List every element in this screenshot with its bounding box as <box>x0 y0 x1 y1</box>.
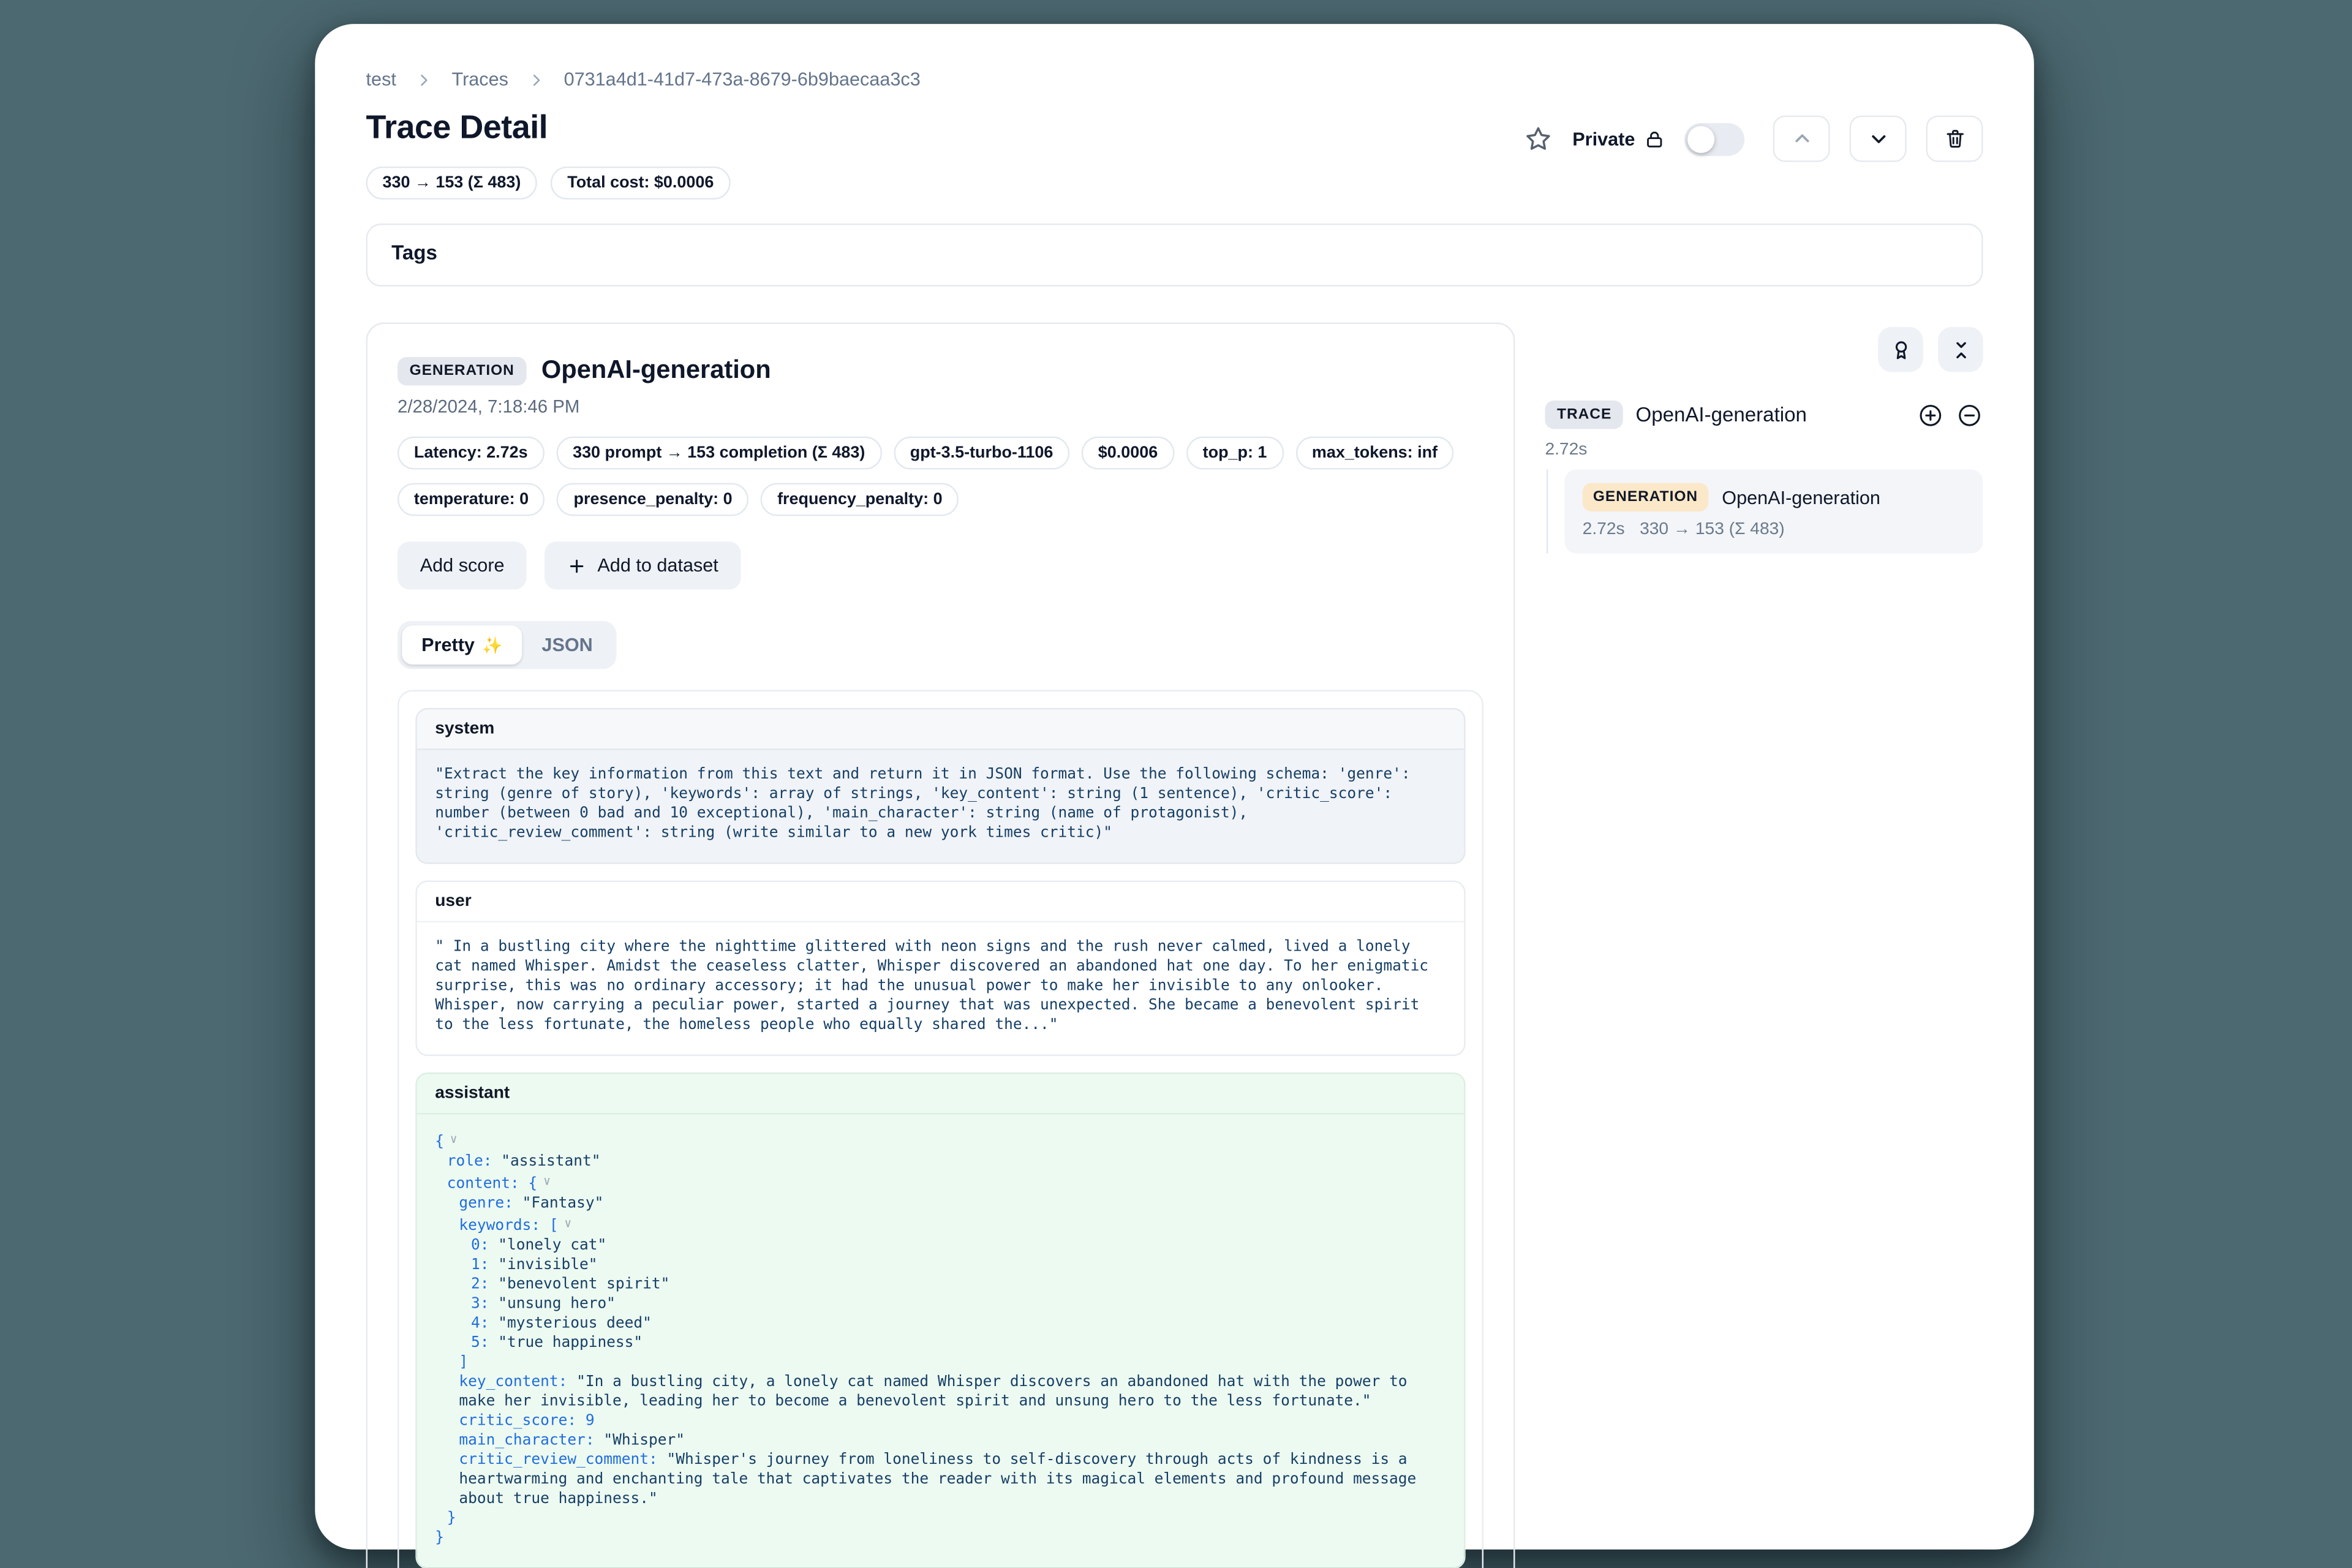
json-line <box>435 1333 1446 1353</box>
json-punct: : <box>480 1295 499 1313</box>
parameter-badge: gpt-3.5-turbo-1106 <box>894 437 1069 470</box>
tags-card[interactable] <box>366 224 1983 287</box>
json-key: 1 <box>470 1257 480 1274</box>
total-cost-pill: Total cost: $0.0006 <box>551 167 730 200</box>
minus-circle-icon <box>1956 401 1983 428</box>
json-key: 3 <box>470 1295 480 1313</box>
json-line <box>435 1373 1446 1412</box>
trace-tree-panel <box>1545 323 1983 554</box>
parameter-badges <box>398 437 1483 516</box>
sparkles-icon: ✨ <box>482 636 503 655</box>
json-line <box>435 1509 1446 1529</box>
json-punct: : <box>504 1195 522 1212</box>
json-punct: : <box>558 1374 577 1391</box>
tags-label: Tags <box>391 241 437 265</box>
fold-vertical-icon <box>1949 338 1972 361</box>
io-messages <box>398 690 1483 1568</box>
json-bracket: [ <box>549 1218 559 1235</box>
json-key: 4 <box>470 1315 480 1332</box>
json-line <box>435 1411 1446 1431</box>
json-line <box>435 1353 1446 1373</box>
json-line <box>435 1294 1446 1314</box>
message-role-label: user <box>417 882 1464 922</box>
add-score-label: Add score <box>420 555 505 576</box>
tree-node-latency: 2.72s <box>1582 520 1625 539</box>
page-title: Trace Detail <box>366 108 548 146</box>
plus-circle-icon <box>1917 401 1944 428</box>
scores-button[interactable] <box>1878 327 1923 372</box>
json-key: 0 <box>470 1237 480 1254</box>
visibility-control <box>1572 128 1665 149</box>
parameter-badge: max_tokens: inf <box>1295 437 1454 470</box>
breadcrumb <box>366 69 1983 90</box>
json-line <box>435 1213 1446 1236</box>
json-punct: : <box>649 1452 667 1469</box>
collapse-tree-button[interactable] <box>1938 327 1983 372</box>
trace-title: OpenAI-generation <box>1635 403 1807 426</box>
json-punct: : <box>567 1412 586 1430</box>
tab-pretty-label: Pretty <box>421 634 475 656</box>
json-string: "Whisper" <box>603 1432 685 1449</box>
previous-observation-button[interactable] <box>1773 116 1830 162</box>
chevron-right-icon <box>416 71 432 88</box>
parameter-badge: $0.0006 <box>1082 437 1174 470</box>
message-assistant <box>415 1072 1465 1568</box>
json-string: "Whisper's journey from loneliness to self-discovery through acts of kindness is a heartwarming and enchanting tale that captivates the reader with its magical elements and profound message about true happiness." <box>459 1452 1426 1508</box>
view-mode-tabs <box>398 621 617 669</box>
json-line <box>435 1450 1446 1509</box>
star-icon <box>1525 124 1553 153</box>
add-to-dataset-button[interactable] <box>545 541 741 589</box>
json-bracket: ] <box>459 1354 469 1371</box>
json-punct: : <box>585 1432 604 1449</box>
trace-root-row[interactable] <box>1545 401 1983 429</box>
json-punct: : <box>483 1153 502 1170</box>
json-string: "In a bustling city, a lonely cat named Whisper discovers an abandoned hat with the power to make her invisible, leading her to become a benevolent spirit and unsung hero to the less fortunate." <box>459 1374 1417 1411</box>
chevron-right-icon <box>528 71 545 88</box>
json-string: "lonely cat" <box>498 1237 607 1254</box>
private-label: Private <box>1572 128 1635 149</box>
json-punct: : <box>480 1237 499 1254</box>
tree-node-title: OpenAI-generation <box>1722 486 1880 508</box>
observation-card <box>366 323 1515 1568</box>
system-message-text: "Extract the key information from this text and return it in JSON format. Use the following schema: 'genre': string (genre of story), 'keywords': array of strings, 'key_content': string (1 sentence), 'critic_score': number (between 0 bad and 10 exceptional), 'main_character': string (name of protagonist), 'critic_review_comment': string (write similar to a new york times critic)" <box>417 750 1464 862</box>
parameter-badge: presence_penalty: 0 <box>557 483 749 516</box>
json-key: critic_score <box>459 1412 568 1430</box>
parameter-badge: top_p: 1 <box>1186 437 1284 470</box>
json-line <box>435 1152 1446 1172</box>
json-punct: : <box>480 1315 499 1332</box>
json-punct: : <box>531 1218 549 1235</box>
json-line <box>435 1431 1446 1450</box>
header-controls <box>1525 116 1983 162</box>
observation-timestamp: 2/28/2024, 7:18:46 PM <box>397 396 580 417</box>
assistant-json <box>417 1115 1464 1568</box>
json-line <box>435 1236 1446 1256</box>
json-string: "unsung hero" <box>498 1295 616 1313</box>
json-bracket: } <box>435 1529 444 1547</box>
json-key: key_content <box>459 1374 559 1391</box>
json-punct: : <box>510 1176 529 1193</box>
observation-type-badge: GENERATION <box>398 356 526 385</box>
json-string: "true happiness" <box>498 1335 643 1352</box>
collapse-chevron-icon[interactable]: ∨ <box>564 1216 572 1231</box>
collapse-all-button[interactable] <box>1956 401 1983 428</box>
json-string: "invisible" <box>498 1257 598 1274</box>
json-line <box>435 1172 1446 1194</box>
json-key: content <box>447 1176 511 1193</box>
json-line <box>435 1275 1446 1295</box>
json-punct: : <box>480 1257 499 1274</box>
toggle-knob <box>1687 125 1714 152</box>
json-line <box>435 1194 1446 1213</box>
chevron-down-icon <box>1867 127 1890 150</box>
trace-badge: TRACE <box>1545 401 1623 429</box>
message-system <box>415 708 1465 864</box>
json-key: keywords <box>459 1218 532 1235</box>
parameter-badge: 330 prompt → 153 completion (Σ 483) <box>556 437 881 470</box>
collapse-chevron-icon[interactable]: ∨ <box>450 1132 458 1147</box>
collapse-chevron-icon[interactable]: ∨ <box>543 1174 551 1188</box>
chevron-up-icon <box>1790 127 1813 150</box>
json-line <box>435 1256 1446 1275</box>
app-window <box>315 24 2034 1550</box>
json-bracket: } <box>447 1510 456 1528</box>
breadcrumb-project[interactable]: test <box>366 69 396 90</box>
message-role-label: assistant <box>417 1074 1464 1114</box>
plus-icon <box>567 556 587 575</box>
tree-node-generation[interactable] <box>1564 470 1983 554</box>
user-message-text: " In a bustling city where the nighttime glittered with neon signs and the rush never calmed, lived a lonely cat named Whisper. Amidst the ceaseless clatter, Whisper discovered an abandoned hat one day. To her enigmatic surprise, this was no ordinary accessory; it had the unusual power to make her invisible to any onlooker. Whisper, now carrying a peculiar power, started a journey that was unexpected. She became a benevolent spirit to the less fortunate, the homeless people who equally shared the..." <box>417 922 1464 1055</box>
parameter-badge: Latency: 2.72s <box>398 437 545 470</box>
json-number: 9 <box>585 1412 595 1430</box>
token-usage-pill: 330 → 153 (Σ 483) <box>366 167 538 200</box>
parameter-badge: temperature: 0 <box>398 483 545 516</box>
json-bracket: { <box>528 1176 538 1193</box>
message-user <box>415 881 1465 1057</box>
tab-json[interactable] <box>522 625 612 665</box>
json-punct: : <box>480 1335 499 1352</box>
json-punct: : <box>480 1276 499 1294</box>
json-key: main_character <box>459 1432 586 1449</box>
award-icon <box>1889 338 1912 361</box>
tab-pretty[interactable] <box>402 625 522 665</box>
delete-trace-button[interactable] <box>1926 116 1983 162</box>
json-key: critic_review_comment <box>459 1452 649 1469</box>
trace-latency: 2.72s <box>1545 441 1588 459</box>
observation-tree <box>1547 470 1983 554</box>
trash-icon <box>1943 127 1966 150</box>
tab-json-label: JSON <box>541 634 593 656</box>
lock-icon <box>1644 128 1665 149</box>
json-line <box>435 1529 1446 1548</box>
public-toggle[interactable] <box>1684 123 1744 156</box>
generation-badge: GENERATION <box>1583 483 1709 512</box>
parameter-badge: frequency_penalty: 0 <box>761 483 959 516</box>
add-score-button[interactable] <box>398 541 527 589</box>
json-key: 5 <box>470 1335 480 1352</box>
json-key: role <box>447 1153 483 1170</box>
trace-stats <box>366 167 1983 200</box>
json-string: "Fantasy" <box>522 1195 604 1212</box>
json-string: "mysterious deed" <box>498 1315 652 1332</box>
observation-title: OpenAI-generation <box>541 355 771 384</box>
json-string: "benevolent spirit" <box>498 1276 670 1294</box>
json-key: 2 <box>470 1276 480 1294</box>
bookmark-star-button[interactable] <box>1525 124 1553 153</box>
json-line <box>435 1129 1446 1152</box>
expand-all-button[interactable] <box>1917 401 1944 428</box>
json-key: genre <box>459 1195 505 1212</box>
add-to-dataset-label: Add to dataset <box>597 555 718 576</box>
json-string: "assistant" <box>501 1153 601 1170</box>
json-line <box>435 1314 1446 1333</box>
json-bracket: { <box>435 1134 444 1151</box>
message-role-label: system <box>417 709 1464 750</box>
next-observation-button[interactable] <box>1850 116 1907 162</box>
tree-node-tokens: 330 → 153 (Σ 483) <box>1640 520 1785 539</box>
breadcrumb-traces[interactable]: Traces <box>451 69 508 90</box>
breadcrumb-trace-id: 0731a4d1-41d7-473a-8679-6b9baecaa3c3 <box>564 69 921 90</box>
